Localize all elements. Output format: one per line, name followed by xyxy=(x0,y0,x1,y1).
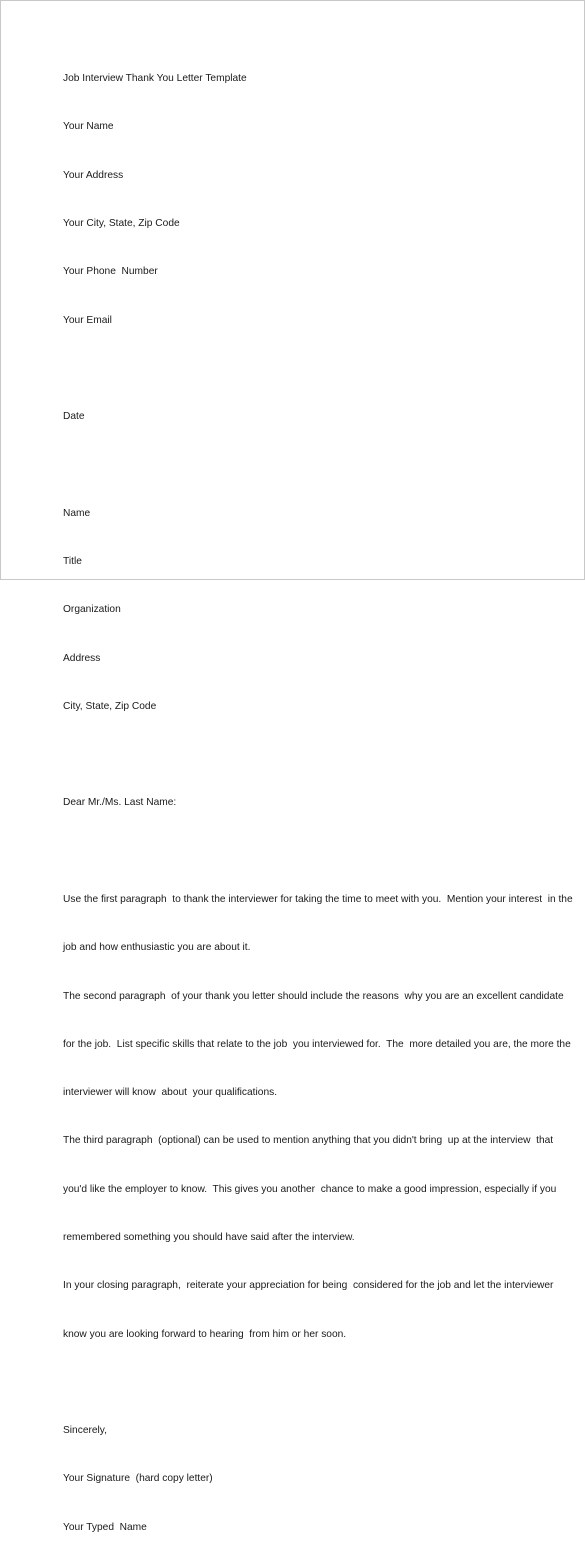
recipient-address: Address xyxy=(63,652,101,664)
blank-line xyxy=(63,844,533,860)
blank-line xyxy=(63,361,533,377)
blank-line xyxy=(63,457,533,473)
letter-body xyxy=(63,39,573,1568)
sender-address: Your Address xyxy=(63,169,124,181)
body-line: interviewer will know about your qualifications. xyxy=(63,1087,278,1099)
recipient-title: Title xyxy=(63,556,82,567)
recipient-city-state-zip: City, State, Zip Code xyxy=(63,700,157,712)
document-title: Job Interview Thank You Letter Template xyxy=(63,73,247,85)
body-line: remembered something you should have said after the interview. xyxy=(63,1231,355,1243)
sender-email: Your Email xyxy=(63,314,112,326)
body-line: for the job. List specific skills that relate to the job you interviewed for. The more detailed you are, the more the xyxy=(63,1038,571,1050)
sender-city-state-zip: Your City, State, Zip Code xyxy=(63,218,180,230)
sender-phone: Your Phone Number xyxy=(63,266,158,278)
typed-name-line: Your Typed Name xyxy=(63,1521,147,1533)
valediction: Sincerely, xyxy=(63,1425,107,1437)
body-line: In your closing paragraph, reiterate your appreciation for being considered for the job and let the interviewer xyxy=(63,1280,554,1292)
body-line: Use the first paragraph to thank the interviewer for taking the time to meet with you. Mention your interest in the xyxy=(63,893,573,905)
body-line: know you are looking forward to hearing from him or her soon. xyxy=(63,1328,347,1340)
body-line: you'd like the employer to know. This gives you another chance to make a good impression, especially if you xyxy=(63,1183,557,1195)
salutation: Dear Mr./Ms. Last Name: xyxy=(63,797,177,809)
body-line: The third paragraph (optional) can be used to mention anything that you didn't bring up at the interview that xyxy=(63,1135,554,1147)
body-line: The second paragraph of your thank you letter should include the reasons why you are an excellent candidate xyxy=(63,990,564,1002)
sender-name: Your Name xyxy=(63,121,114,133)
date-line: Date xyxy=(63,411,85,423)
body-line: job and how enthusiastic you are about it. xyxy=(63,942,251,954)
signature-line: Your Signature (hard copy letter) xyxy=(63,1473,213,1485)
blank-line xyxy=(63,1375,533,1391)
blank-line xyxy=(63,747,533,763)
recipient-name: Name xyxy=(63,507,91,519)
recipient-organization: Organization xyxy=(63,604,121,616)
